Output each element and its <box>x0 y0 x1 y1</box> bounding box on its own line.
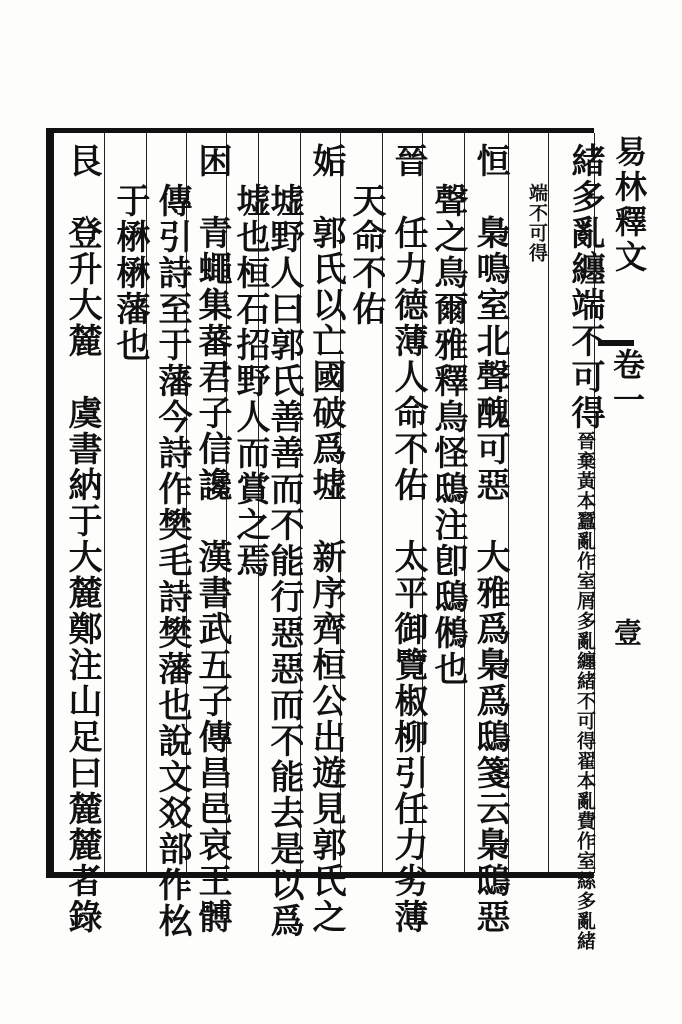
margin-folio-number: 壹 <box>610 618 643 646</box>
text-column-11 <box>152 183 192 939</box>
column-main-text: 于楙楙藩也 <box>110 183 150 363</box>
text-column-2 <box>512 183 546 283</box>
column-rule <box>548 133 549 873</box>
frame-top-border <box>48 128 594 133</box>
column-main-text: 晉 任力德薄人命不佑 太平御覽椒柳引任力劣薄 <box>388 143 428 935</box>
column-main-text: 墟野人曰郭氏善善而不能行惡惡而不能去是以爲 <box>264 183 304 939</box>
text-column-7 <box>306 143 346 935</box>
column-main-text: 艮 登升大麓 虞書納于大麓鄭注山足曰麓麓者錄 <box>62 143 102 935</box>
column-annotation: 端不可得 <box>526 183 548 263</box>
column-main-text: 天命不佑 <box>346 183 386 327</box>
text-column-13 <box>62 143 102 935</box>
text-column-3 <box>470 143 510 935</box>
text-column-10 <box>192 143 232 935</box>
column-main-text: 緒多亂纏端不可得 <box>565 143 605 431</box>
margin-book-title: 易林釋文 <box>610 135 648 275</box>
column-main-text: 姤 郭氏以亡國破爲墟 新序齊桓公出遊見郭氏之 <box>306 143 346 935</box>
column-main-text: 墟也桓石招野人而賞之焉 <box>230 183 270 579</box>
column-rule <box>104 133 105 873</box>
text-column-12 <box>110 183 150 363</box>
text-column-8 <box>264 183 304 939</box>
column-main-text: 傳引詩至于藩今詩作樊毛詩樊藩也說文㸚部作㭃 <box>152 183 192 939</box>
column-main-text: 恒 梟鳴室北聲醜可惡 大雅爲梟爲鴟箋云梟鴟惡 <box>470 143 510 935</box>
margin-volume-label: 卷一 <box>608 348 646 418</box>
column-main-text: 聲之鳥爾雅釋鳥怪鴟注卽鴟鵂也 <box>428 183 468 687</box>
text-column-9 <box>230 183 270 579</box>
text-column-5 <box>388 143 428 935</box>
frame-left-border <box>46 128 54 878</box>
column-main-text: 困 青蠅集蕃君子信讒 漢書武五子傳昌邑哀王髆 <box>192 143 232 935</box>
column-annotation: 晉棄黃本蠶亂作室屑多亂纏緒不可得翟本亂費作室絲多亂緒 <box>574 431 596 951</box>
text-column-6 <box>346 183 386 327</box>
text-column-4 <box>428 183 468 687</box>
text-column-1 <box>556 143 605 951</box>
